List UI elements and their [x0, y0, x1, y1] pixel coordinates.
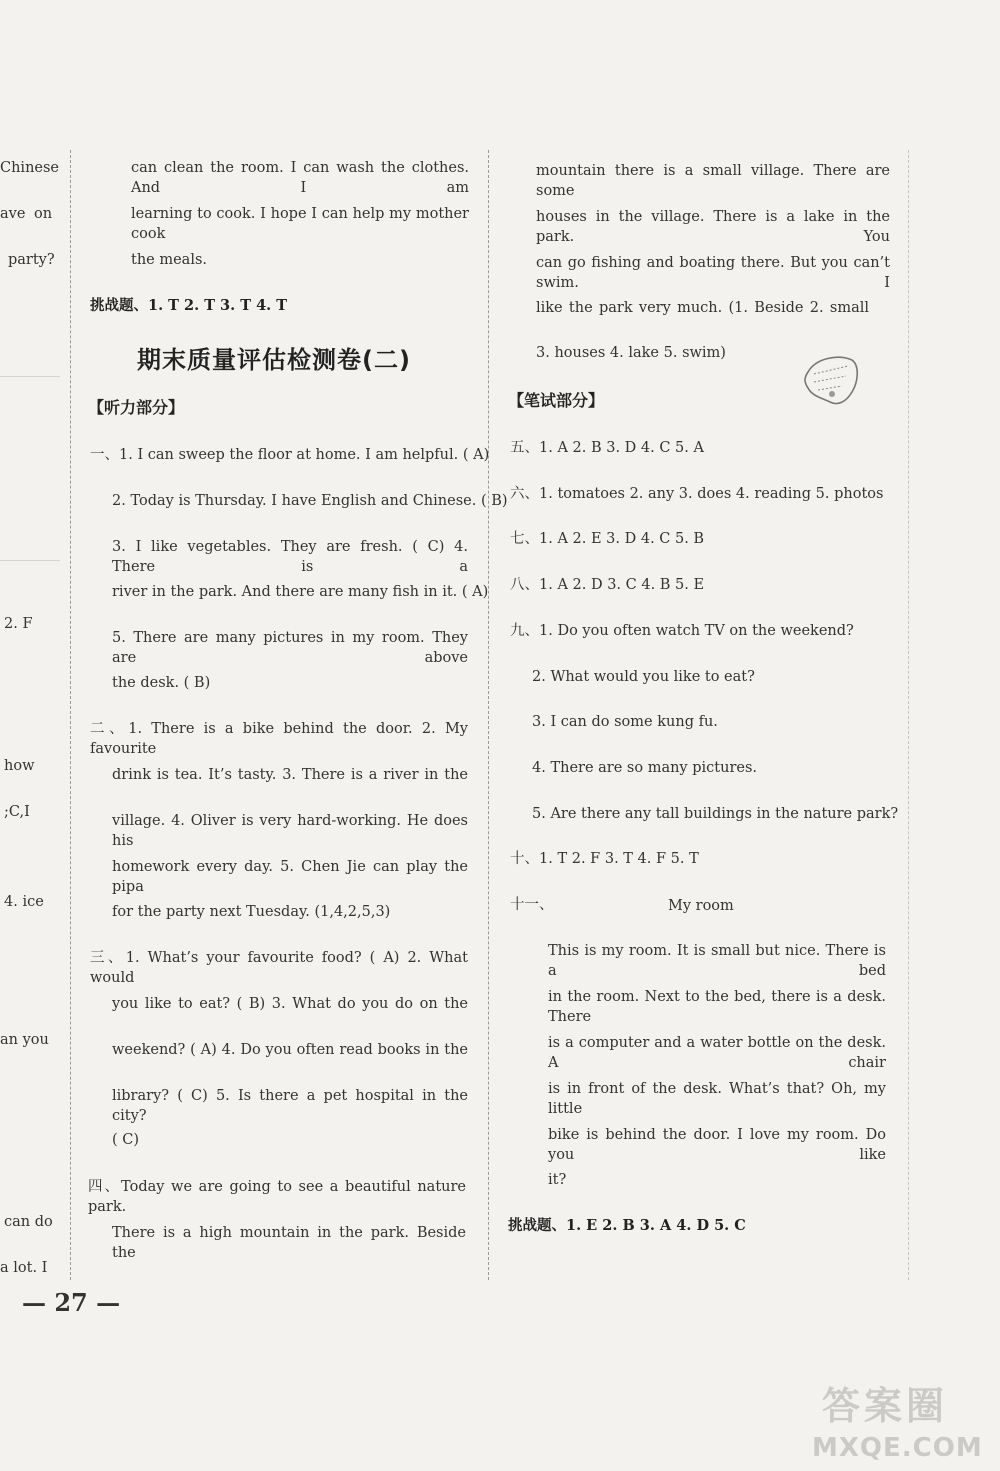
section-3-line: you like to eat? ( B) 3. What do you do on the — [112, 996, 468, 1012]
center-divider — [488, 150, 489, 1280]
watermark-text: 答案圈 — [822, 1384, 949, 1428]
margin-fragment: 4. ice — [4, 894, 44, 910]
margin-fragment: an you — [0, 1032, 49, 1048]
section-1-line: 5. There are many pictures in my room. They are above — [112, 630, 468, 666]
passage-line: houses in the village. There is a lake in the park. You — [536, 209, 890, 245]
stamp-sticker-icon — [802, 352, 860, 408]
margin-fragment: on — [34, 206, 53, 222]
answer-line: 六、1. tomatoes 2. any 3. does 4. reading 5. photos — [510, 486, 884, 502]
section-10-line: 十、1. T 2. F 3. T 4. F 5. T — [510, 851, 699, 867]
passage-line: like the park very much. (1. Beside 2. small — [536, 300, 869, 316]
watermark-url: MXQE.COM — [812, 1433, 983, 1463]
passage-line: can go fishing and boating there. But you can’t swim. I — [536, 255, 890, 291]
left-margin-rule — [0, 376, 60, 377]
section-4-line: 四、Today we are going to see a beautiful nature park. — [88, 1179, 466, 1215]
section-1-line: 一、1. I can sweep the floor at home. I am helpful. ( A) — [90, 447, 490, 463]
page-number: — 27 — — [22, 1288, 121, 1317]
section-2-line: homework every day. 5. Chen Jie can play the pipa — [112, 859, 468, 895]
essay-title: My room — [668, 898, 734, 914]
section-2-line: 二、1. There is a bike behind the door. 2. My favourite — [90, 721, 468, 757]
left-margin-rule — [0, 560, 60, 561]
section-11-label: 十一、 — [510, 897, 554, 913]
margin-fragment: can do — [4, 1214, 53, 1230]
margin-fragment: how — [4, 758, 35, 774]
section-3-line: weekend? ( A) 4. Do you often read books in the — [112, 1042, 468, 1058]
challenge-answers: 挑战题、1. T 2. T 3. T 4. T — [90, 297, 288, 314]
section-9-line: 5. Are there any tall buildings in the nature park? — [532, 806, 899, 822]
intro-line: can clean the room. I can wash the clothes. And I am — [131, 160, 469, 196]
intro-line: learning to cook. I hope I can help my mother cook — [131, 206, 469, 242]
section-9-line: 九、1. Do you often watch TV on the weekend? — [510, 623, 854, 639]
section-1-line: the desk. ( B) — [112, 675, 211, 691]
passage-line: 3. houses 4. lake 5. swim) — [536, 345, 726, 361]
section-1-line: river in the park. And there are many fish in it. ( A) — [112, 584, 489, 600]
margin-fragment: a lot. I — [0, 1260, 48, 1276]
section-3-line: ( C) — [112, 1132, 140, 1148]
listening-heading: 【听力部分】 — [88, 398, 185, 417]
section-2-line: village. 4. Oliver is very hard-working. He does his — [112, 813, 468, 849]
essay-line: bike is behind the door. I love my room. Do you like — [548, 1127, 886, 1163]
watermark-logo — [808, 1375, 993, 1465]
essay-line: in the room. Next to the bed, there is a desk. There — [548, 989, 886, 1025]
margin-fragment: party? — [8, 252, 55, 268]
margin-fragment: ;C,I — [4, 804, 30, 820]
right-divider — [908, 150, 909, 1280]
left-divider — [70, 150, 71, 1280]
section-3-line: 三、1. What’s your favourite food? ( A) 2. What would — [90, 950, 468, 986]
passage-line: mountain there is a small village. There are some — [536, 163, 890, 199]
intro-line: the meals. — [131, 252, 208, 268]
answer-line: 七、1. A 2. E 3. D 4. C 5. B — [510, 531, 705, 547]
essay-line: is a computer and a water bottle on the desk. A chair — [548, 1035, 886, 1071]
section-4-line: There is a high mountain in the park. Beside the — [112, 1225, 466, 1261]
section-1-line: 2. Today is Thursday. I have English and Chinese. ( B) — [112, 493, 508, 509]
section-9-line: 3. I can do some kung fu. — [532, 714, 718, 730]
section-3-line: library? ( C) 5. Is there a pet hospital in the city? — [112, 1088, 468, 1124]
essay-line: is in front of the desk. What’s that? Oh, my little — [548, 1081, 886, 1117]
section-9-line: 2. What would you like to eat? — [532, 669, 755, 685]
writing-heading: 【笔试部分】 — [508, 391, 605, 410]
margin-fragment: 2. F — [4, 616, 33, 632]
essay-line: it? — [548, 1172, 567, 1188]
margin-fragment: Chinese — [0, 160, 60, 176]
section-9-line: 4. There are so many pictures. — [532, 760, 758, 776]
essay-line: This is my room. It is small but nice. There is a bed — [548, 943, 886, 979]
section-1-line: 3. I like vegetables. They are fresh. ( C) 4. There is a — [112, 539, 468, 575]
section-2-line: drink is tea. It’s tasty. 3. There is a river in the — [112, 767, 468, 783]
section-2-line: for the party next Tuesday. (1,4,2,5,3) — [112, 904, 391, 920]
margin-fragment: ave — [0, 206, 26, 222]
page-title: 期末质量评估检测卷(二) — [137, 346, 411, 374]
answer-line: 八、1. A 2. D 3. C 4. B 5. E — [510, 577, 705, 593]
challenge-answers: 挑战题、1. E 2. B 3. A 4. D 5. C — [508, 1217, 746, 1234]
answer-line: 五、1. A 2. B 3. D 4. C 5. A — [510, 440, 704, 456]
